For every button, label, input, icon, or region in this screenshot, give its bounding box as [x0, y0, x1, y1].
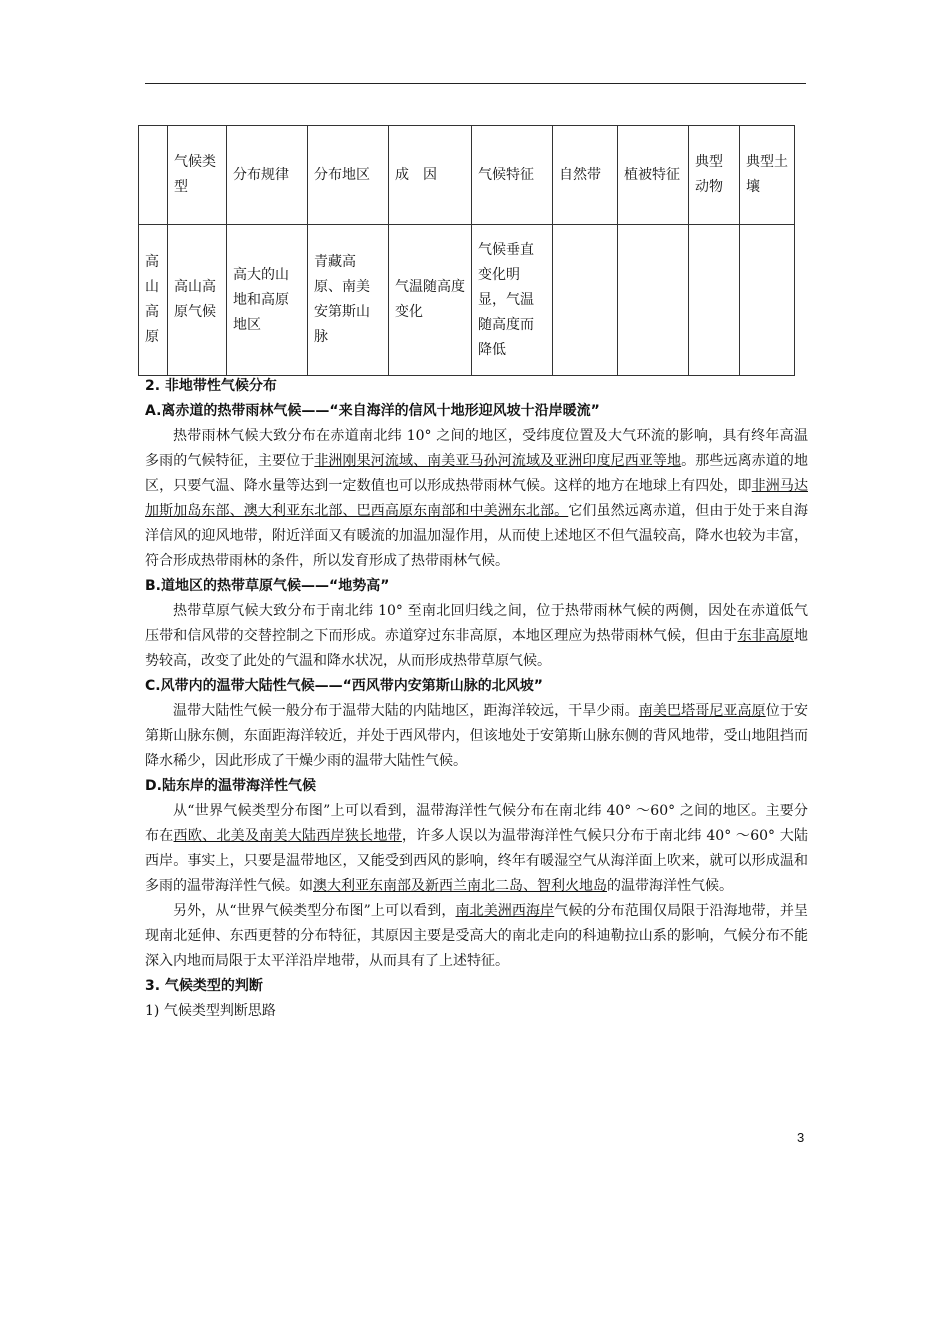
table-header-cell: 典型土壤 [740, 126, 795, 225]
table-header-cell: 典型动物 [689, 126, 740, 225]
text-segment: ，许多人误以为温带海洋性气候只分布于南北纬 40° ～60° 大陆西岸。事实上，只要是温带地区，又能受到西风的影响，终年有暖湿空气从海洋面上吹来，就可以形成温和多雨的温带海洋性气候。如 [145, 828, 809, 894]
table-body-cell: 高山高原 [139, 225, 168, 376]
table-header-cell: 植被特征 [618, 126, 689, 225]
underlined-text: 南北美洲西海岸 [455, 903, 555, 919]
underlined-text: 南美巴塔哥尼亚高原 [638, 703, 766, 719]
table-row [139, 225, 795, 376]
text-segment: 地势较高，改变了此处的气温和降水状况，从而形成热带草原气候。 [145, 628, 808, 669]
section-a-paragraph [145, 424, 808, 574]
section-3-heading: 3. 气候类型的判断 [145, 978, 263, 994]
text-segment: 位于安第斯山脉东侧，东面距海洋较近，并处于西风带内，但该地处于安第斯山脉东侧的背风地带，受山地阻挡而降水稀少，因此形成了干燥少雨的温带大陆性气候。 [145, 703, 809, 769]
table-body-cell [740, 225, 795, 376]
table-body-cell: 高山高原气候 [168, 225, 227, 376]
section-3-subheading: 1) 气候类型判断思路 [145, 1003, 276, 1019]
text-segment: 从“世界气候类型分布图”上可以看到，温带海洋性气候分布在南北纬 40° ～60° 之间的地区。主要分布在 [145, 803, 808, 844]
underlined-text: 澳大利亚东南部及新西兰南北二岛、智利火地岛 [313, 878, 607, 894]
table-body-cell [689, 225, 740, 376]
table-header-cell: 分布地区 [308, 126, 389, 225]
underlined-text: 非洲刚果河流域、南美亚马孙河流域及亚洲印度尼西亚等地 [314, 453, 682, 469]
table-header-cell: 气候特征 [472, 126, 553, 225]
section-a-heading: A.离赤道的热带雨林气候——“来自海洋的信风十地形迎风坡十沿岸暖流” [145, 403, 600, 419]
page-number: 3 [797, 1130, 805, 1145]
table-header-cell: 分布规律 [227, 126, 308, 225]
text-segment: 它们虽然远离赤道，但由于处于来自海洋信风的迎风地带，附近洋面又有暖流的加温加湿作用，从而使上述地区不但气温较高，降水也较为丰富，符合形成热带雨林的条件，所以发育形成了热带雨林气候。 [145, 503, 809, 569]
section-b-heading: B.道地区的热带草原气候——“地势高” [145, 578, 390, 594]
table-header-cell: 气候类型 [168, 126, 227, 225]
section-b-paragraph [145, 599, 808, 674]
table-header-row [139, 126, 795, 225]
underlined-text: 东非高原 [737, 628, 794, 644]
text-segment: 另外，从“世界气候类型分布图”上可以看到， [173, 903, 456, 919]
section-d-paragraph-1 [145, 799, 808, 899]
table-header-cell: 成 因 [389, 126, 472, 225]
text-segment: 气候的分布范围仅局限于沿海地带，并呈现南北延伸、东西更替的分布特征，其原因主要是受高大的南北走向的科迪勒拉山系的影响，气候分布不能深入内地而局限于太平洋沿岸地带，从而具有了上述特征。 [145, 903, 808, 969]
section-2-heading: 2. 非地带性气候分布 [145, 378, 277, 394]
table-body-cell: 气候垂直变化明显，气温随高度而降低 [472, 225, 553, 376]
underlined-text: 非洲马达加斯加岛东部、澳大利亚东北部、巴西高原东南部和中美洲东北部。 [145, 478, 808, 519]
table-header-cell [139, 126, 168, 225]
section-d-heading: D.陆东岸的温带海洋性气候 [145, 778, 316, 794]
section-c-paragraph [145, 699, 808, 774]
table-body-cell: 青藏高原、南美安第斯山脉 [308, 225, 389, 376]
section-d-paragraph-2 [145, 899, 808, 974]
document-body [145, 374, 808, 1024]
text-segment: 。那些远离赤道的地区，只要气温、降水量等达到一定数值也可以形成热带雨林气候。这样的地方在地球上有四处，即 [145, 453, 809, 494]
table-body-cell [553, 225, 618, 376]
underlined-text: 西欧、北美及南美大陆西岸狭长地带 [173, 828, 402, 844]
table-body-cell [618, 225, 689, 376]
header-rule [145, 83, 806, 84]
table-body-cell: 高大的山地和高原地区 [227, 225, 308, 376]
text-segment: 热带草原气候大致分布于南北纬 10° 至南北回归线之间，位于热带雨林气候的两侧，因处在赤道低气压带和信风带的交替控制之下而形成。赤道穿过东非高原，本地区理应为热带雨林气候，但由于 [145, 603, 808, 644]
text-segment: 温带大陆性气候一般分布于温带大陆的内陆地区，距海洋较远，干旱少雨。 [173, 703, 639, 719]
table-header-cell: 自然带 [553, 126, 618, 225]
table-body-cell: 气温随高度变化 [389, 225, 472, 376]
climate-table [138, 125, 795, 376]
text-segment: 热带雨林气候大致分布在赤道南北纬 10° 之间的地区，受纬度位置及大气环流的影响，具有终年高温多雨的气候特征，主要位于 [145, 428, 808, 469]
text-segment: 的温带海洋性气候。 [607, 878, 733, 894]
section-c-heading: C.风带内的温带大陆性气候——“西风带内安第斯山脉的北风坡” [145, 678, 543, 694]
